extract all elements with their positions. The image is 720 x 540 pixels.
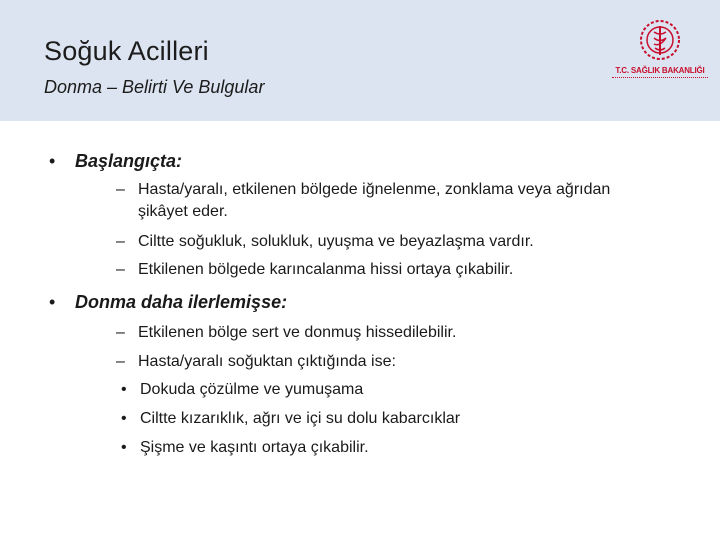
bullet-icon: • (121, 410, 127, 427)
list-item-text: Etkilenen bölge sert ve donmuş hissedilebilir. (138, 324, 457, 341)
sub-list-item (121, 410, 461, 428)
sub-list-item (121, 439, 369, 457)
section-heading (49, 292, 288, 313)
dash-bullet-icon: – (116, 181, 125, 198)
dash-bullet-icon: – (116, 233, 125, 250)
list-item (116, 179, 658, 223)
bullet-icon: • (49, 151, 56, 171)
sub-list-item (121, 381, 364, 399)
sub-list-item-text: Dokuda çözülme ve yumuşama (140, 381, 364, 398)
logo-text: T.C. SAĞLIK BAKANLIĞI (615, 66, 705, 75)
list-item-text: Etkilenen bölgede karıncalanma hissi ortaya çıkabilir. (138, 261, 514, 278)
list-item (116, 351, 698, 373)
dash-bullet-icon: – (116, 261, 125, 278)
list-item-text: Hasta/yaralı soğuktan çıktığında ise: (138, 353, 396, 370)
list-item (116, 231, 698, 253)
section-heading (49, 151, 183, 172)
section-heading-text: Donma daha ilerlemişse: (75, 292, 288, 312)
list-item (116, 259, 698, 281)
section-heading-text: Başlangıçta: (75, 151, 183, 171)
bullet-icon: • (121, 381, 127, 398)
slide-title: Soğuk Acilleri (44, 36, 209, 66)
sub-list-item-text: Ciltte kızarıklık, ağrı ve içi su dolu kabarcıklar (140, 410, 461, 427)
list-item (116, 322, 698, 344)
dash-bullet-icon: – (116, 353, 125, 370)
bullet-icon: • (49, 292, 56, 312)
dash-bullet-icon: – (116, 324, 125, 341)
slide-subtitle: Donma – Belirti Ve Bulgular (44, 77, 265, 97)
sub-list-item-text: Şişme ve kaşıntı ortaya çıkabilir. (140, 439, 369, 456)
list-item-text: Hasta/yaralı, etkilenen bölgede iğnelenme, zonklama veya ağrıdan şikâyet eder. (138, 181, 611, 220)
bullet-icon: • (121, 439, 127, 456)
list-item-text: Ciltte soğukluk, solukluk, uyuşma ve beyazlaşma vardır. (138, 233, 534, 250)
